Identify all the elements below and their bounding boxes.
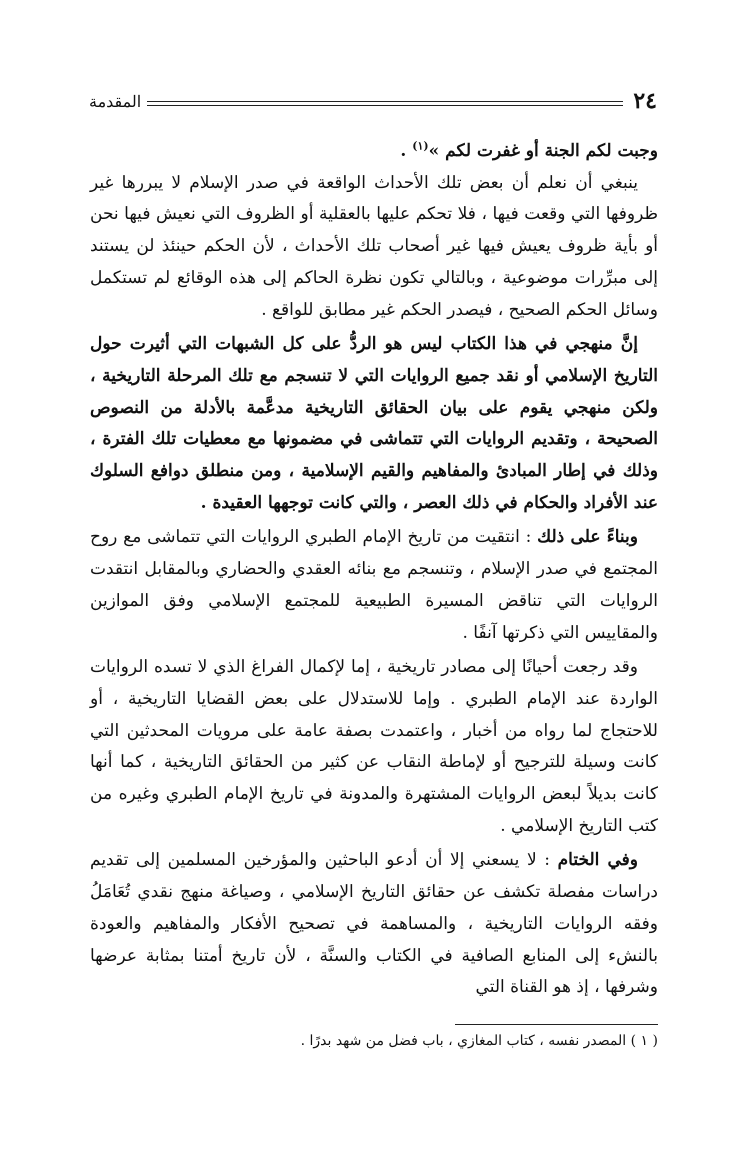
paragraph-4 <box>90 522 658 649</box>
footnote: ( ١ ) المصدر نفسه ، كتاب المغازي ، باب فضل من شهد بدرًا . <box>300 1033 658 1049</box>
quote-ending-text: وجبت لكم الجنة أو غفرت لكم » <box>428 141 658 161</box>
paragraph-6 <box>90 845 658 1004</box>
header-rule <box>147 101 623 102</box>
paragraph-2: ينبغي أن نعلم أن بعض تلك الأحداث الواقعة في صدر الإسلام لا يبررها غير ظروفها التي وقعت فيها ، فلا تحكم عليها بالعقلية أو الظروف التي نعيش فيها نحن أو بأية ظروف يعيش فيها غير أصحاب تلك الأحداث ، لأن الحكم حينئذ لن يستند إلى مبرِّرات موضوعية ، وبالتالي تكون نظرة الحاكم إلى هذه الوقائع لم تستكمل وسائل الحكم الصحيح ، فيصدر الحكم غير مطابق للواقع . <box>90 172 659 320</box>
header-rule-double <box>147 105 623 106</box>
quote-ending-line <box>90 136 658 168</box>
running-header <box>89 88 657 118</box>
section-title: المقدمة <box>89 92 142 111</box>
footnote-reference: (١) <box>412 139 429 153</box>
page-number: ٢٤ <box>633 88 657 114</box>
paragraph-4-lead: وبناءً على ذلك <box>537 527 638 548</box>
paragraph-6-text: : لا يسعني إلا أن أدعو الباحثين والمؤرخين المسلمين إلى تقديم دراسات مفصلة تكشف عن حقائق التاريخ الإسلامي ، وصياغة منهج نقدي تُعَامَلُ وفقه الروايات التاريخية ، والمساهمة في تصحيح الأفكار والمفاهيم والعودة بالنشء إلى المنابع الصافية في الكتاب والسنَّة ، لأن تاريخ أمتنا بمثابة عرضها وشرفها ، إذ هو القناة التي <box>90 850 658 998</box>
paragraph-6-lead: وفي الختام <box>557 850 639 871</box>
quote-ending-period: . <box>400 141 413 161</box>
paragraph-4-text: : انتقيت من تاريخ الإمام الطبري الروايات التي تتماشى مع روح المجتمع في صدر الإسلام ، وتنسجم مع بنائه العقدي والحضاري وبالمقابل انتقدت الروايات التي تناقض المسيرة الطبيعية للمجتمع الإسلامي وفق الموازين والمقاييس التي ذكرتها آنفًا . <box>90 527 658 643</box>
paragraph-3-method: إنَّ منهجي في هذا الكتاب ليس هو الردُّ على كل الشبهات التي أثيرت حول التاريخ الإسلامي أو نقد جميع الروايات التي لا تنسجم مع تلك المرحلة التاريخية ، ولكن منهجي يقوم على بيان الحقائق التاريخية مدعَّمة بالأدلة من النصوص الصحيحة ، وتقديم الروايات التي تتماشى في مضمونها مع معطيات تلك الفترة ، وذلك في إطار المبادئ والمفاهيم والقيم الإسلامية ، ومن منطلق دوافع السلوك عند الأفراد والحكام في ذلك العصر ، والتي كانت توجهها العقيدة . <box>90 334 658 513</box>
footnote-separator <box>455 1024 658 1025</box>
paragraph-5: وقد رجعت أحيانًا إلى مصادر تاريخية ، إما لإكمال الفراغ الذي لا تسده الروايات الواردة عند الإمام الطبري . وإما للاستدلال على بعض القضايا التاريخية ، أو للاحتجاج لما رواه من أخبار ، واعتمدت بصفة عامة على مرويات المحدثين التي كانت وسيلة للترجيح أو لإماطة النقاب عن كثير من الحقائق التاريخية ، كما أنها كانت بديلاً لبعض الروايات المشتهرة والمدونة في تاريخ الإمام الطبري وغيره من كتب التاريخ الإسلامي . <box>90 657 658 836</box>
main-text <box>90 136 658 1004</box>
